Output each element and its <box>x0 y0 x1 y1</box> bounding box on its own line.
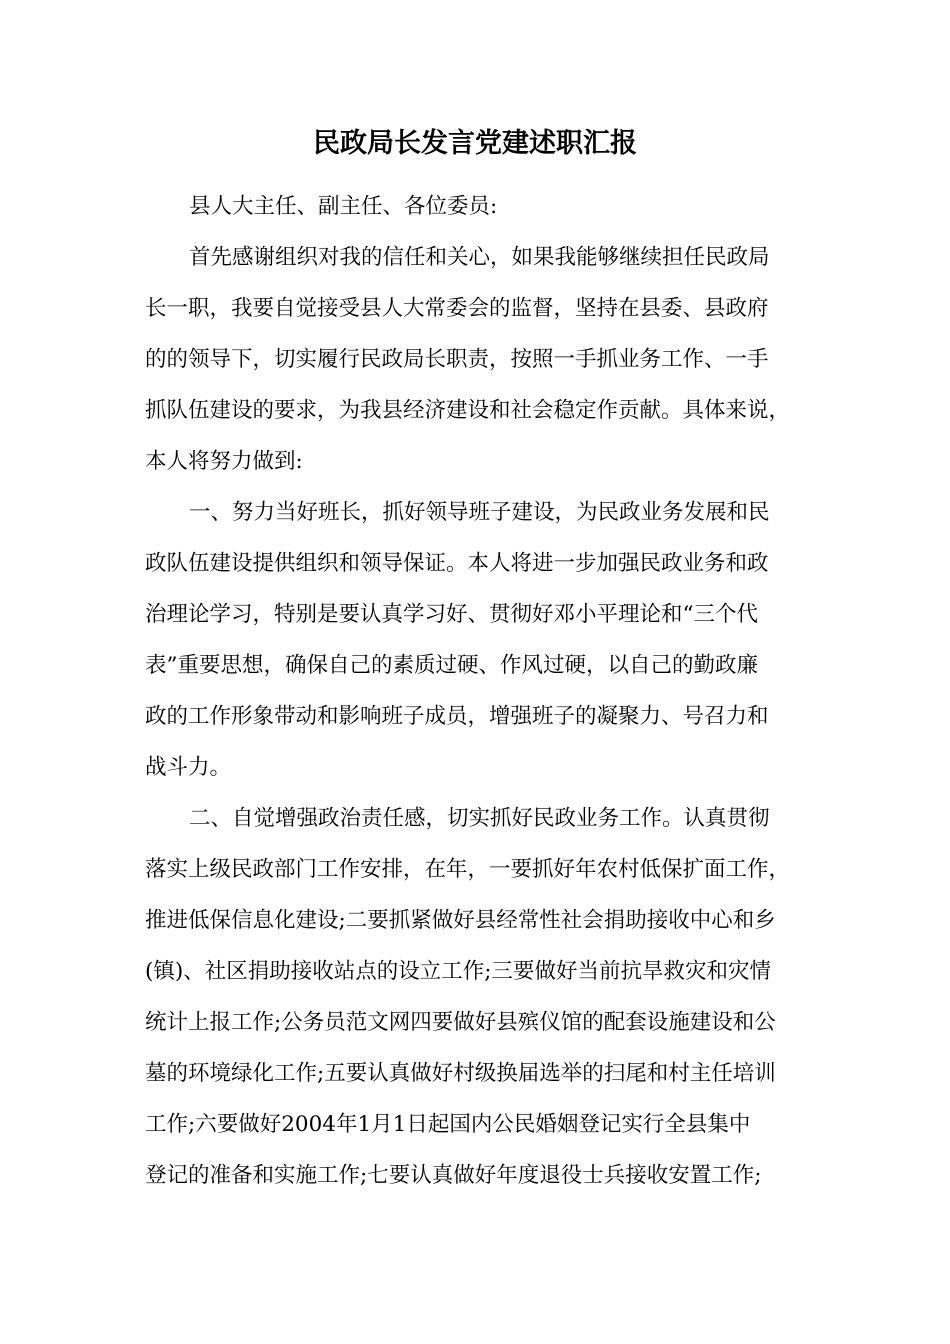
body-line: 工作;六要做好2004年1月1日起国内公民婚姻登记实行全县集中 <box>145 1112 751 1137</box>
body-line: 一、努力当好班长，抓好领导班子建设，为民政业务发展和民 <box>189 500 770 525</box>
body-line: 统计上报工作;公务员范文网四要做好县殡仪馆的配套设施建设和公 <box>145 1010 776 1035</box>
body-line: 抓队伍建设的要求，为我县经济建设和社会稳定作贡献。具体来说， <box>145 398 791 423</box>
body-line: 登记的准备和实施工作;七要认真做好年度退役士兵接收安置工作; <box>145 1163 762 1188</box>
body-line: 的的领导下，切实履行民政局长职责，按照一手抓业务工作、一手 <box>145 347 769 372</box>
body-line: 长一职，我要自觉接受县人大常委会的监督，坚持在县委、县政府 <box>145 296 769 321</box>
body-line: 战斗力。 <box>145 755 232 780</box>
body-line: 墓的环境绿化工作;五要认真做好村级换届选举的扫尾和村主任培训 <box>145 1061 776 1086</box>
body-line: (镇)、社区捐助接收站点的设立工作;三要做好当前抗旱救灾和灾情 <box>145 959 772 984</box>
body-line: 治理论学习，特别是要认真学习好、贯彻好邓小平理论和“三个代 <box>145 602 758 627</box>
body-line: 推进低保信息化建设;二要抓紧做好县经常性社会捐助接收中心和乡 <box>145 908 776 933</box>
body-line: 表”重要思想，确保自己的素质过硬、作风过硬，以自己的勤政廉 <box>145 653 758 678</box>
body-line: 本人将努力做到: <box>145 449 303 474</box>
body-line: 二、自觉增强政治责任感，切实抓好民政业务工作。认真贯彻 <box>189 806 770 831</box>
body-line: 落实上级民政部门工作安排，在年，一要抓好年农村低保扩面工作， <box>145 857 791 882</box>
body-line: 政的工作形象带动和影响班子成员，增强班子的凝聚力、号召力和 <box>145 704 769 729</box>
body-line: 首先感谢组织对我的信任和关心，如果我能够继续担任民政局 <box>189 245 770 270</box>
salutation-line: 县人大主任、副主任、各位委员: <box>189 194 498 219</box>
body-line: 政队伍建设提供组织和领导保证。本人将进一步加强民政业务和政 <box>145 551 769 576</box>
document-title: 民政局长发言党建述职汇报 <box>313 128 637 159</box>
